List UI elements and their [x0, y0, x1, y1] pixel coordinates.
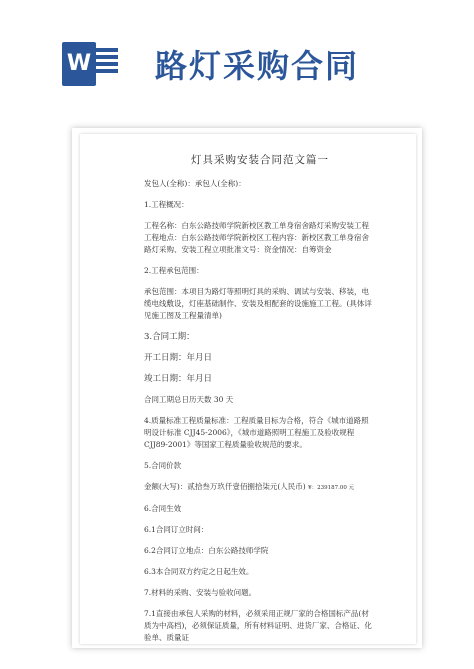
banner — [0, 0, 474, 110]
paragraph: 3.合同工期： — [144, 332, 195, 342]
document-body — [144, 154, 376, 653]
paragraph: 1.工程概况： — [144, 200, 189, 209]
paragraph: 开工日期：年月日 — [144, 353, 213, 363]
contract-amount — [144, 481, 376, 494]
paragraph: 合同工期总日历天数 30 天 — [144, 395, 234, 404]
paragraph: 2.工程承包范围： — [144, 266, 204, 275]
amount-figure: 239187.00 元 — [317, 485, 355, 491]
amount-words: 贰拾叁万玖仟壹佰捌拾柒元(人民币) — [187, 482, 306, 491]
word-logo-lines — [96, 48, 118, 82]
paragraph: 工程名称：白东公路技师学院新校区教工单身宿舍路灯采购安装工程工程地点：白东公路技师学院新校区工程内容：新校区教工单身宿舍路灯采购、安装工程立项批准文号：资金情况：自筹资金 — [144, 221, 369, 254]
paragraph: 7.材料的采购、安装与验收问题。 — [144, 588, 257, 597]
paragraph: 6.1合同订立时间： — [144, 525, 209, 534]
document-page — [80, 134, 416, 644]
amount-symbol: ¥： — [308, 485, 318, 491]
amount-label: 金额(大写)： — [144, 482, 188, 491]
paragraph: 6.2合同订立地点：白东公路技师学院 — [144, 546, 269, 555]
paragraph: 7.1直接由承包人采购的材料，必须采用正规厂家的合格国标产品(材质为中高档)，必须保证质量，所有材料证明、进货厂家、合格证、化验单、质量证 — [144, 609, 372, 642]
paragraph: 6.3本合同双方约定之日起生效。 — [144, 567, 254, 576]
document-title: 灯具采购安装合同范文篇一 — [191, 154, 329, 166]
paragraph: 5.合同价款 — [144, 461, 182, 470]
word-icon — [62, 36, 122, 96]
banner-title: 路灯采购合同 — [155, 47, 360, 85]
paragraph: 6.合同生效 — [144, 504, 182, 513]
paragraph: 4.质量标准工程质量标准：工程质量目标为合格，符合《城市道路照明设计标准 CJJ45-2006》，《城市道路照明工程施工及验收规程 CJJ89-2001》等国家工程质量验收规范的要求。 — [144, 416, 369, 449]
paragraph: 发包人(全称)：承包人(全称)： — [144, 179, 246, 188]
paragraph: 竣工日期：年月日 — [144, 374, 213, 384]
word-logo-letter: W — [62, 42, 96, 86]
paragraph: 承包范围：本项目为路灯等照明灯具的采购、调试与安装、移装，电缆电线敷设，灯座基础制作、安装及相配套的设施施工工程。(具体详见施工图及工程量清单) — [144, 287, 372, 320]
